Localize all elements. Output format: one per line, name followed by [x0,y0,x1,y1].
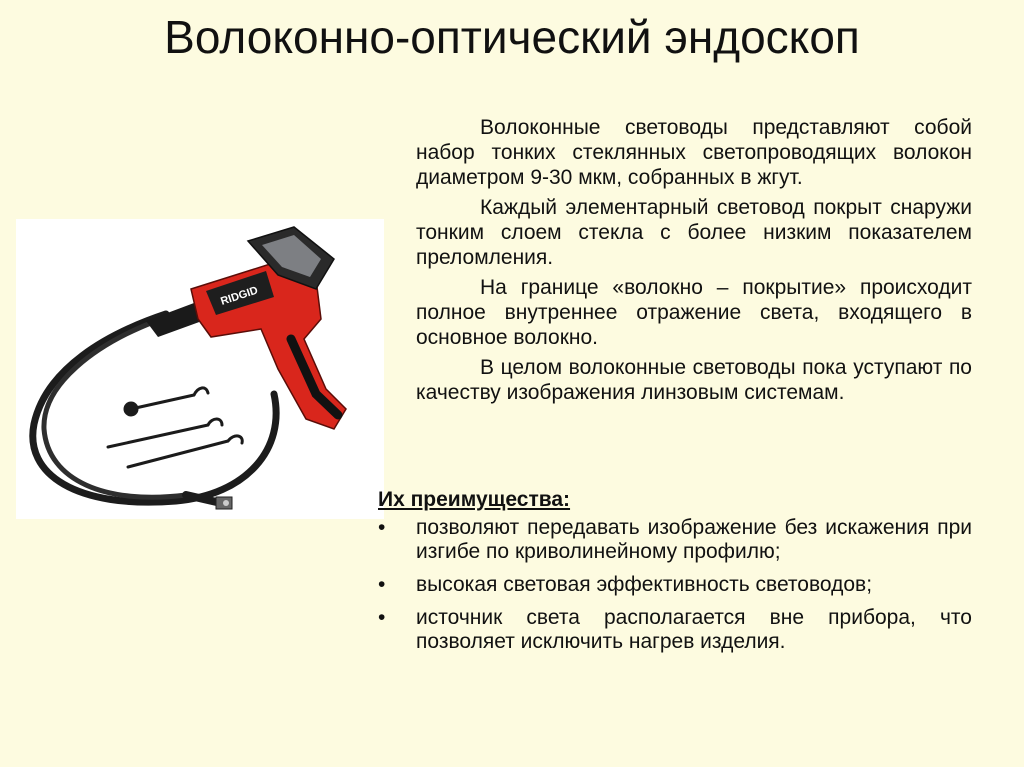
list-item [378,516,972,564]
paragraph: Волоконные световоды представляют собой набор тонких стеклянных светопроводящих волокон диаметром 9-30 мкм, собранных в жгут. [416,116,972,189]
endoscope-photo [16,219,384,519]
list-item [378,606,972,654]
brand-label: RIDGID [219,284,260,308]
paragraph: Каждый элементарный световод покрыт снаружи тонким слоем стекла с более низким показателем преломления. [416,196,972,269]
bullet-icon: • [378,573,386,596]
accessory-attachments [108,388,242,467]
endoscope-illustration [16,219,384,519]
bullet-icon: • [378,516,386,539]
paragraph: На границе «волокно – покрытие» происходит полное внутреннее отражение света, входящего в основное волокно. [416,276,972,349]
advantages-section [378,488,972,663]
list-item-text: источник света располагается вне прибора, что позволяет исключить нагрев изделия. [416,606,972,653]
paragraph: В целом волоконные световоды пока уступают по качеству изображения линзовым системам. [416,356,972,404]
list-item-text: позволяют передавать изображение без искажения при изгибе по криволинейному профилю; [416,516,972,563]
list-item [378,573,972,597]
advantages-heading: Их преимущества: [378,488,571,511]
slide-title: Волоконно-оптический эндоскоп [164,11,860,63]
description-text [416,115,972,405]
bullet-icon: • [378,606,386,629]
list-item-text: высокая световая эффективность световодов; [416,573,873,596]
